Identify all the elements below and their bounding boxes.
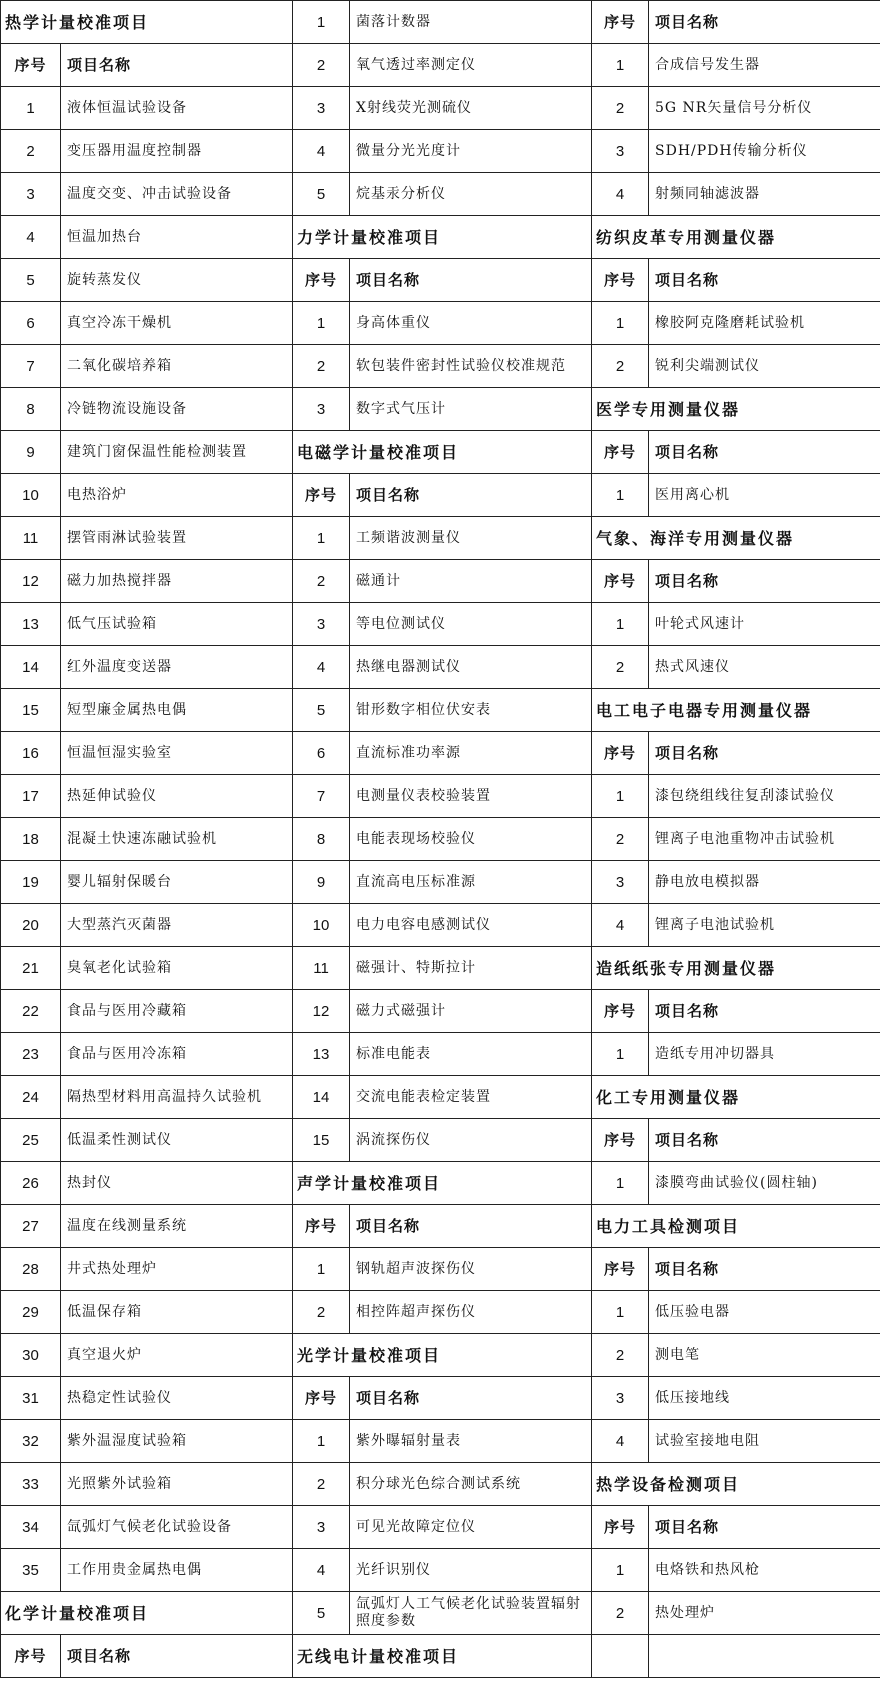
item-name-cell: 婴儿辐射保暖台	[61, 861, 293, 904]
item-name-cell: 直流标准功率源	[350, 732, 592, 775]
seq-cell: 3	[592, 130, 649, 173]
item-name-cell: 叶轮式风速计	[649, 603, 880, 646]
table-row	[1, 1377, 880, 1420]
column-header-name: 项目名称	[649, 259, 880, 302]
section-title: 电磁学计量校准项目	[293, 431, 592, 474]
seq-cell: 27	[1, 1205, 61, 1248]
section-title: 化学计量校准项目	[1, 1592, 293, 1635]
seq-cell: 14	[1, 646, 61, 689]
item-name-cell: 合成信号发生器	[649, 44, 880, 87]
seq-cell: 12	[293, 990, 350, 1033]
item-name-cell: 氙弧灯气候老化试验设备	[61, 1506, 293, 1549]
item-name-cell: 锂离子电池重物冲击试验机	[649, 818, 880, 861]
seq-cell: 1	[293, 1420, 350, 1463]
seq-cell: 1	[592, 603, 649, 646]
column-header-seq: 序号	[592, 1248, 649, 1291]
item-name-cell: 臭氧老化试验箱	[61, 947, 293, 990]
column-header-seq: 序号	[293, 259, 350, 302]
item-name-cell: 温度在线测量系统	[61, 1205, 293, 1248]
item-name-cell: 热继电器测试仪	[350, 646, 592, 689]
item-name-cell: 光纤识别仪	[350, 1549, 592, 1592]
table-row	[1, 44, 880, 87]
seq-cell: 16	[1, 732, 61, 775]
column-header-name: 项目名称	[649, 990, 880, 1033]
column-header-name: 项目名称	[61, 1635, 293, 1678]
item-name-cell: 低压接地线	[649, 1377, 880, 1420]
item-name-cell: 锐利尖端测试仪	[649, 345, 880, 388]
section-title: 气象、海洋专用测量仪器	[592, 517, 880, 560]
item-name-cell: 低气压试验箱	[61, 603, 293, 646]
item-name-cell: 橡胶阿克隆磨耗试验机	[649, 302, 880, 345]
column-header-seq: 序号	[592, 1, 649, 44]
seq-cell: 1	[592, 302, 649, 345]
seq-cell: 9	[1, 431, 61, 474]
section-title: 造纸纸张专用测量仪器	[592, 947, 880, 990]
table-row	[1, 818, 880, 861]
seq-cell: 4	[293, 646, 350, 689]
seq-cell: 2	[592, 1592, 649, 1635]
item-name-cell: 交流电能表检定装置	[350, 1076, 592, 1119]
column-header-seq: 序号	[592, 259, 649, 302]
table-row	[1, 173, 880, 216]
seq-cell: 32	[1, 1420, 61, 1463]
seq-cell: 1	[592, 1291, 649, 1334]
item-name-cell: 混凝土快速冻融试验机	[61, 818, 293, 861]
seq-cell: 17	[1, 775, 61, 818]
seq-cell: 1	[592, 44, 649, 87]
seq-cell: 13	[1, 603, 61, 646]
seq-cell: 3	[592, 861, 649, 904]
column-header-name: 项目名称	[649, 1506, 880, 1549]
seq-cell: 5	[293, 173, 350, 216]
section-title: 无线电计量校准项目	[293, 1635, 592, 1678]
seq-cell: 2	[293, 560, 350, 603]
seq-cell: 24	[1, 1076, 61, 1119]
seq-cell: 2	[592, 87, 649, 130]
table-row	[1, 87, 880, 130]
item-name-cell: 电烙铁和热风枪	[649, 1549, 880, 1592]
table-row	[1, 1205, 880, 1248]
item-name-cell: 钢轨超声波探伤仪	[350, 1248, 592, 1291]
item-name-cell: 医用离心机	[649, 474, 880, 517]
seq-cell: 3	[293, 603, 350, 646]
item-name-cell: 软包装件密封性试验仪校准规范	[350, 345, 592, 388]
table-row	[1, 1162, 880, 1205]
seq-cell: 1	[592, 1549, 649, 1592]
seq-cell: 20	[1, 904, 61, 947]
seq-cell: 25	[1, 1119, 61, 1162]
item-name-cell: 紫外曝辐射量表	[350, 1420, 592, 1463]
seq-cell: 3	[592, 1377, 649, 1420]
seq-cell: 15	[293, 1119, 350, 1162]
seq-cell: 2	[592, 1334, 649, 1377]
seq-cell: 1	[293, 1248, 350, 1291]
item-name-cell: 热处理炉	[649, 1592, 880, 1635]
item-name-cell: 静电放电模拟器	[649, 861, 880, 904]
table-row	[1, 689, 880, 732]
section-title: 声学计量校准项目	[293, 1162, 592, 1205]
section-title: 光学计量校准项目	[293, 1334, 592, 1377]
table-row	[1, 990, 880, 1033]
seq-cell: 4	[1, 216, 61, 259]
seq-cell: 4	[293, 130, 350, 173]
item-name-cell: 烷基汞分析仪	[350, 173, 592, 216]
table-row	[1, 130, 880, 173]
item-name-cell: 氧气透过率测定仪	[350, 44, 592, 87]
item-name-cell: 钳形数字相位伏安表	[350, 689, 592, 732]
table-row	[1, 1549, 880, 1592]
item-name-cell: 电力电容电感测试仪	[350, 904, 592, 947]
section-title: 电工电子电器专用测量仪器	[592, 689, 880, 732]
column-header-name: 项目名称	[350, 1377, 592, 1420]
item-name-cell: 低压验电器	[649, 1291, 880, 1334]
item-name-cell: 工作用贵金属热电偶	[61, 1549, 293, 1592]
seq-cell: 4	[592, 173, 649, 216]
table-row	[1, 1592, 880, 1635]
seq-cell: 2	[592, 818, 649, 861]
seq-cell: 11	[1, 517, 61, 560]
column-header-seq: 序号	[592, 560, 649, 603]
seq-cell: 31	[1, 1377, 61, 1420]
item-name-cell: SDH/PDH传输分析仪	[649, 130, 880, 173]
column-header-seq: 序号	[592, 990, 649, 1033]
item-name-cell: 可见光故障定位仪	[350, 1506, 592, 1549]
seq-cell: 28	[1, 1248, 61, 1291]
column-header-seq: 序号	[293, 474, 350, 517]
item-name-cell: 大型蒸汽灭菌器	[61, 904, 293, 947]
seq-cell: 1	[592, 1162, 649, 1205]
seq-cell: 2	[592, 646, 649, 689]
seq-cell: 15	[1, 689, 61, 732]
item-name-cell: 试验室接地电阻	[649, 1420, 880, 1463]
table-row	[1, 1635, 880, 1678]
seq-cell: 2	[1, 130, 61, 173]
item-name-cell: 冷链物流设施设备	[61, 388, 293, 431]
item-name-cell: 真空退火炉	[61, 1334, 293, 1377]
table-row	[1, 259, 880, 302]
seq-cell: 1	[592, 775, 649, 818]
table-row	[1, 1463, 880, 1506]
section-title: 纺织皮革专用测量仪器	[592, 216, 880, 259]
seq-cell: 1	[1, 87, 61, 130]
seq-cell: 35	[1, 1549, 61, 1592]
item-name-cell: 紫外温湿度试验箱	[61, 1420, 293, 1463]
seq-cell: 3	[293, 388, 350, 431]
item-name-cell: 等电位测试仪	[350, 603, 592, 646]
seq-cell: 10	[293, 904, 350, 947]
item-name-cell: 热稳定性试验仪	[61, 1377, 293, 1420]
item-name-cell: 直流高电压标准源	[350, 861, 592, 904]
table-row	[1, 1, 880, 44]
column-header-name: 项目名称	[649, 560, 880, 603]
seq-cell: 10	[1, 474, 61, 517]
column-header-name: 项目名称	[649, 1248, 880, 1291]
seq-cell: 1	[293, 302, 350, 345]
seq-cell: 7	[1, 345, 61, 388]
seq-cell: 8	[1, 388, 61, 431]
table-body	[1, 1, 880, 1678]
column-header-seq: 序号	[1, 44, 61, 87]
item-name-cell: 真空冷冻干燥机	[61, 302, 293, 345]
seq-cell: 2	[293, 1463, 350, 1506]
item-name-cell: 短型廉金属热电偶	[61, 689, 293, 732]
item-name-cell: 食品与医用冷藏箱	[61, 990, 293, 1033]
item-name-cell: 菌落计数器	[350, 1, 592, 44]
column-header-seq: 序号	[293, 1205, 350, 1248]
item-name-cell: 变压器用温度控制器	[61, 130, 293, 173]
seq-cell: 1	[592, 474, 649, 517]
seq-cell: 7	[293, 775, 350, 818]
column-header-name: 项目名称	[350, 474, 592, 517]
table-row	[1, 1076, 880, 1119]
item-name-cell: 磁力加热搅拌器	[61, 560, 293, 603]
table-row	[1, 560, 880, 603]
item-name-cell: 数字式气压计	[350, 388, 592, 431]
item-name-cell: 微量分光光度计	[350, 130, 592, 173]
section-title: 医学专用测量仪器	[592, 388, 880, 431]
seq-cell: 13	[293, 1033, 350, 1076]
table-row	[1, 1119, 880, 1162]
item-name-cell: 低温保存箱	[61, 1291, 293, 1334]
item-name-cell: 食品与医用冷冻箱	[61, 1033, 293, 1076]
empty-cell	[592, 1635, 649, 1678]
item-name-cell: 射频同轴滤波器	[649, 173, 880, 216]
table-row	[1, 603, 880, 646]
item-name-cell: 涡流探伤仪	[350, 1119, 592, 1162]
seq-cell: 33	[1, 1463, 61, 1506]
empty-cell	[649, 1635, 880, 1678]
column-header-seq: 序号	[592, 1506, 649, 1549]
table-row	[1, 646, 880, 689]
table-row	[1, 1506, 880, 1549]
seq-cell: 11	[293, 947, 350, 990]
table-row	[1, 1420, 880, 1463]
item-name-cell: 摆管雨淋试验装置	[61, 517, 293, 560]
table-row	[1, 431, 880, 474]
seq-cell: 1	[592, 1033, 649, 1076]
table-row	[1, 474, 880, 517]
seq-cell: 2	[293, 44, 350, 87]
seq-cell: 6	[1, 302, 61, 345]
table-row	[1, 947, 880, 990]
seq-cell: 2	[592, 345, 649, 388]
item-name-cell: 电热浴炉	[61, 474, 293, 517]
seq-cell: 5	[1, 259, 61, 302]
item-name-cell: 恒温加热台	[61, 216, 293, 259]
seq-cell: 5	[293, 1592, 350, 1635]
column-header-seq: 序号	[293, 1377, 350, 1420]
table-row	[1, 216, 880, 259]
table-row	[1, 388, 880, 431]
item-name-cell: 标准电能表	[350, 1033, 592, 1076]
section-title: 力学计量校准项目	[293, 216, 592, 259]
seq-cell: 1	[293, 517, 350, 560]
table-row	[1, 345, 880, 388]
item-name-cell: 磁强计、特斯拉计	[350, 947, 592, 990]
table-row	[1, 1334, 880, 1377]
item-name-cell: 低温柔性测试仪	[61, 1119, 293, 1162]
table-row	[1, 904, 880, 947]
table-row	[1, 861, 880, 904]
seq-cell: 3	[1, 173, 61, 216]
item-name-cell: 5G NR矢量信号分析仪	[649, 87, 880, 130]
item-name-cell: 电测量仪表校验装置	[350, 775, 592, 818]
table-row	[1, 775, 880, 818]
seq-cell: 29	[1, 1291, 61, 1334]
seq-cell: 30	[1, 1334, 61, 1377]
seq-cell: 19	[1, 861, 61, 904]
table-row	[1, 1033, 880, 1076]
section-title: 电力工具检测项目	[592, 1205, 880, 1248]
seq-cell: 23	[1, 1033, 61, 1076]
item-name-cell: 漆膜弯曲试验仪(圆柱轴)	[649, 1162, 880, 1205]
item-name-cell: 红外温度变送器	[61, 646, 293, 689]
seq-cell: 4	[293, 1549, 350, 1592]
item-name-cell: 磁力式磁强计	[350, 990, 592, 1033]
item-name-cell: 磁通计	[350, 560, 592, 603]
table-row	[1, 302, 880, 345]
item-name-cell: 身高体重仪	[350, 302, 592, 345]
seq-cell: 1	[293, 1, 350, 44]
seq-cell: 5	[293, 689, 350, 732]
column-header-name: 项目名称	[350, 259, 592, 302]
item-name-cell: 热封仪	[61, 1162, 293, 1205]
column-header-name: 项目名称	[649, 1119, 880, 1162]
seq-cell: 26	[1, 1162, 61, 1205]
seq-cell: 12	[1, 560, 61, 603]
item-name-cell: 测电笔	[649, 1334, 880, 1377]
column-header-name: 项目名称	[350, 1205, 592, 1248]
item-name-cell: 漆包绕组线往复刮漆试验仪	[649, 775, 880, 818]
column-header-seq: 序号	[592, 732, 649, 775]
item-name-cell: 造纸专用冲切器具	[649, 1033, 880, 1076]
seq-cell: 3	[293, 1506, 350, 1549]
item-name-cell: 氙弧灯人工气候老化试验装置辐射照度参数	[350, 1592, 592, 1635]
table-row	[1, 1291, 880, 1334]
seq-cell: 9	[293, 861, 350, 904]
seq-cell: 22	[1, 990, 61, 1033]
item-name-cell: 工频谐波测量仪	[350, 517, 592, 560]
item-name-cell: 热式风速仪	[649, 646, 880, 689]
item-name-cell: 旋转蒸发仪	[61, 259, 293, 302]
section-title: 化工专用测量仪器	[592, 1076, 880, 1119]
item-name-cell: 热延伸试验仪	[61, 775, 293, 818]
item-name-cell: 建筑门窗保温性能检测装置	[61, 431, 293, 474]
seq-cell: 3	[293, 87, 350, 130]
item-name-cell: 恒温恒湿实验室	[61, 732, 293, 775]
item-name-cell: 积分球光色综合测试系统	[350, 1463, 592, 1506]
table-row	[1, 517, 880, 560]
item-name-cell: 井式热处理炉	[61, 1248, 293, 1291]
item-name-cell: 相控阵超声探伤仪	[350, 1291, 592, 1334]
item-name-cell: 锂离子电池试验机	[649, 904, 880, 947]
table-row	[1, 1248, 880, 1291]
item-name-cell: 液体恒温试验设备	[61, 87, 293, 130]
seq-cell: 21	[1, 947, 61, 990]
seq-cell: 6	[293, 732, 350, 775]
column-header-name: 项目名称	[649, 732, 880, 775]
item-name-cell: 温度交变、冲击试验设备	[61, 173, 293, 216]
seq-cell: 2	[293, 1291, 350, 1334]
item-name-cell: 二氧化碳培养箱	[61, 345, 293, 388]
column-header-seq: 序号	[592, 1119, 649, 1162]
seq-cell: 34	[1, 1506, 61, 1549]
table-row	[1, 732, 880, 775]
seq-cell: 14	[293, 1076, 350, 1119]
seq-cell: 2	[293, 345, 350, 388]
seq-cell: 4	[592, 1420, 649, 1463]
item-name-cell: 光照紫外试验箱	[61, 1463, 293, 1506]
column-header-name: 项目名称	[61, 44, 293, 87]
column-header-seq: 序号	[592, 431, 649, 474]
column-header-seq: 序号	[1, 1635, 61, 1678]
column-header-name: 项目名称	[649, 1, 880, 44]
section-title: 热学设备检测项目	[592, 1463, 880, 1506]
item-name-cell: 电能表现场校验仪	[350, 818, 592, 861]
seq-cell: 18	[1, 818, 61, 861]
seq-cell: 8	[293, 818, 350, 861]
seq-cell: 4	[592, 904, 649, 947]
section-title: 热学计量校准项目	[1, 1, 293, 44]
item-name-cell: X射线荧光测硫仪	[350, 87, 592, 130]
column-header-name: 项目名称	[649, 431, 880, 474]
item-name-cell: 隔热型材料用高温持久试验机	[61, 1076, 293, 1119]
